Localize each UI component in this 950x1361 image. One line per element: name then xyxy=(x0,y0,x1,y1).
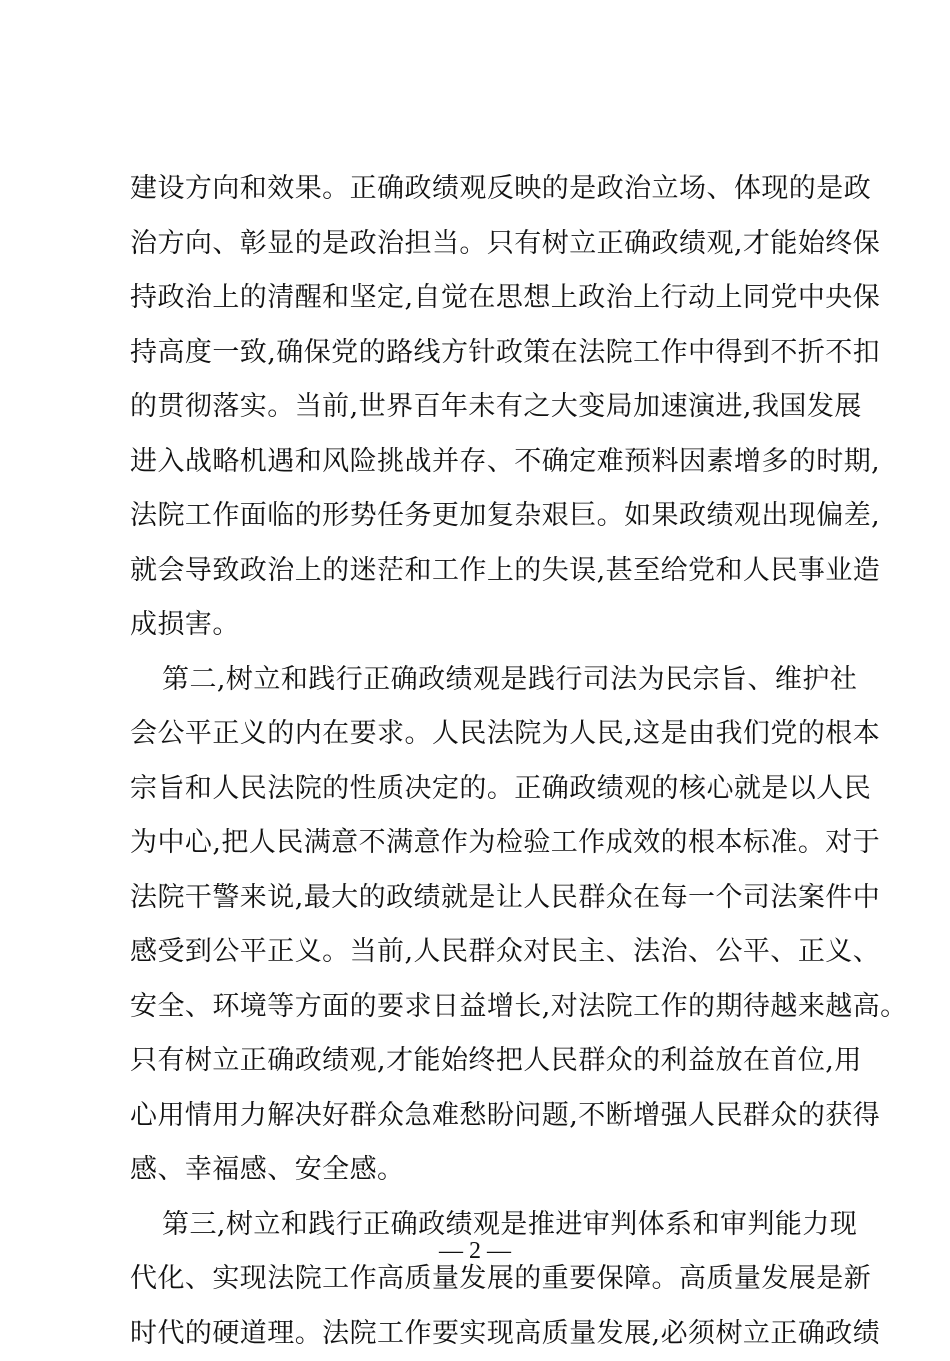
text-line: 就会导致政治上的迷茫和工作上的失误,甚至给党和人民事业造 xyxy=(130,544,840,599)
text-line: 建设方向和效果。正确政绩观反映的是政治立场、体现的是政 xyxy=(130,162,840,217)
text-line: 法院干警来说,最大的政绩就是让人民群众在每一个司法案件中 xyxy=(130,871,840,926)
text-line: 时代的硬道理。法院工作要实现高质量发展,必须树立正确政绩 xyxy=(130,1307,840,1361)
text-line: 安全、环境等方面的要求日益增长,对法院工作的期待越来越高。 xyxy=(130,980,840,1035)
text-line: 的贯彻落实。当前,世界百年未有之大变局加速演进,我国发展 xyxy=(130,380,840,435)
paragraph-start-line: 第二,树立和践行正确政绩观是践行司法为民宗旨、维护社 xyxy=(130,653,840,708)
text-line: 治方向、彰显的是政治担当。只有树立正确政绩观,才能始终保 xyxy=(130,217,840,272)
text-line: 感受到公平正义。当前,人民群众对民主、法治、公平、正义、 xyxy=(130,925,840,980)
text-line: 成损害。 xyxy=(130,598,840,653)
body-text xyxy=(130,162,840,1361)
text-line: 代化、实现法院工作高质量发展的重要保障。高质量发展是新 xyxy=(130,1252,840,1307)
text-line: 宗旨和人民法院的性质决定的。正确政绩观的核心就是以人民 xyxy=(130,762,840,817)
text-line: 为中心,把人民满意不满意作为检验工作成效的根本标准。对于 xyxy=(130,816,840,871)
paragraph-start-line: 第三,树立和践行正确政绩观是推进审判体系和审判能力现 xyxy=(130,1198,840,1253)
text-line: 进入战略机遇和风险挑战并存、不确定难预料因素增多的时期, xyxy=(130,435,840,490)
text-line: 持政治上的清醒和坚定,自觉在思想上政治上行动上同党中央保 xyxy=(130,271,840,326)
text-line: 只有树立正确政绩观,才能始终把人民群众的利益放在首位,用 xyxy=(130,1034,840,1089)
text-line: 会公平正义的内在要求。人民法院为人民,这是由我们党的根本 xyxy=(130,707,840,762)
text-line: 感、幸福感、安全感。 xyxy=(130,1143,840,1198)
page-number: — 2 — xyxy=(0,1236,950,1266)
text-line: 法院工作面临的形势任务更加复杂艰巨。如果政绩观出现偏差, xyxy=(130,489,840,544)
text-line: 心用情用力解决好群众急难愁盼问题,不断增强人民群众的获得 xyxy=(130,1089,840,1144)
text-line: 持高度一致,确保党的路线方针政策在法院工作中得到不折不扣 xyxy=(130,326,840,381)
